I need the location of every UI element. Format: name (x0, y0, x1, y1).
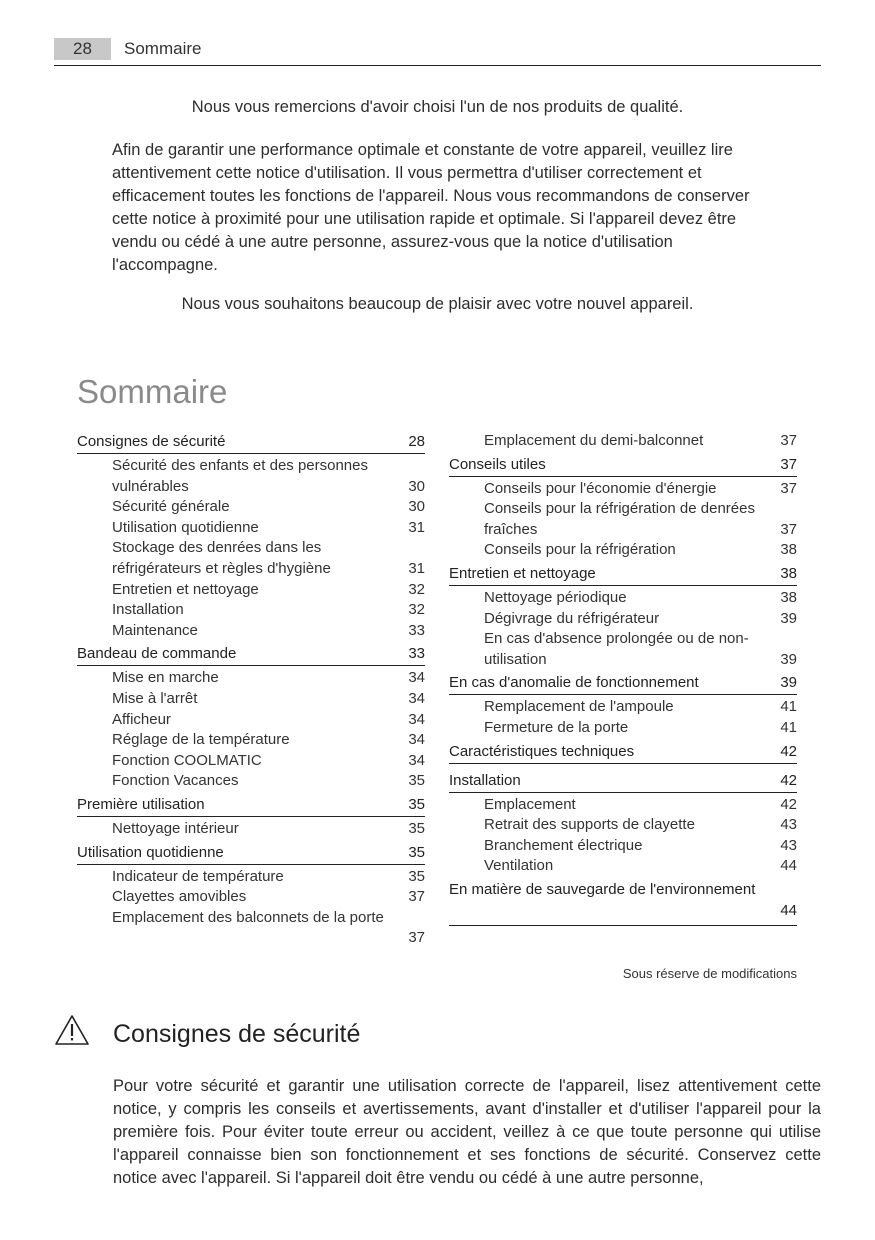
toc-section-page: 35 (408, 795, 425, 813)
toc-right-column (449, 431, 797, 926)
toc-subentry (77, 887, 425, 908)
toc-subentry (77, 710, 425, 731)
toc-subentry (449, 856, 797, 877)
toc-carry-block (449, 431, 797, 454)
toc-section-page: 28 (408, 433, 425, 450)
toc-subentry-page: 32 (408, 580, 425, 598)
toc-subentry-title: Fonction Vacances (112, 772, 239, 790)
toc-section-page: 39 (780, 674, 797, 692)
toc-subentry-title: Mise à l'arrêt (112, 689, 198, 707)
toc-subentry-page: 37 (408, 888, 425, 906)
toc-section-title: Entretien et nettoyage (449, 564, 596, 582)
toc-heading: Sommaire (77, 373, 228, 410)
toc-subentry (77, 908, 425, 949)
toc-subentry-page: 34 (408, 689, 425, 707)
toc-subentry (77, 538, 425, 579)
toc-subentry-title: Réglage de la température (112, 731, 290, 749)
toc-section (77, 431, 425, 454)
toc-subentry-page: 38 (780, 588, 797, 606)
toc-subentry-page: 35 (408, 819, 425, 837)
toc-subentry-page: 31 (408, 559, 425, 577)
toc-subentry-page: 35 (408, 772, 425, 790)
toc-section (449, 563, 797, 586)
page-number-badge: 28 (54, 38, 111, 60)
toc-section (77, 794, 425, 817)
toc-subentry-page: 42 (780, 795, 797, 813)
toc-subentry-title: Retrait des supports de clayette (484, 816, 695, 834)
toc-subentry-title: Conseils pour la réfrigération de denrées fraîches (484, 500, 755, 538)
toc-subentry (77, 689, 425, 710)
toc-section-page: 33 (408, 645, 425, 663)
toc-subentry (77, 518, 425, 539)
toc-subentry (449, 540, 797, 561)
toc-subentry (449, 697, 797, 718)
toc-subentry-title: Emplacement des balconnets de la porte (112, 908, 384, 926)
toc-subentries (77, 454, 425, 643)
toc-subentry (449, 815, 797, 836)
toc-subentries (449, 793, 797, 879)
toc-subentry-page: 41 (780, 698, 797, 716)
toc-subentries (449, 477, 797, 563)
toc-subentry-title: Nettoyage périodique (484, 588, 627, 606)
toc-section-page: 37 (780, 455, 797, 473)
toc-subentry-title: Installation (112, 601, 184, 619)
toc-subentry-page: 37 (408, 929, 425, 947)
toc-section (77, 643, 425, 666)
intro-thanks: Nous vous remercions d'avoir choisi l'un de nos produits de qualité. (191, 98, 684, 116)
toc-section-title: Caractéristiques techniques (449, 742, 635, 760)
toc-subentry (449, 499, 797, 540)
toc-subentry-title: Stockage des denrées dans les réfrigérateurs et règles d'hygiène (112, 539, 331, 577)
toc-section-title: Utilisation quotidienne (77, 843, 224, 861)
safety-body: Pour votre sécurité et garantir une utilisation correcte de l'appareil, lisez attentivement cette notice, y compris les conseils et avertissements, avant d'installer et d'utiliser l'appareil pour la première fois. Pour éviter toute erreur ou accident, veillez à ce que toute personne qui utilise l'appareil connaisse bien son fonctionnement et ses fonctions de sécurité. Conservez cette notice avec l'appareil. Si l'appareil doit être vendu ou cédé à une autre personne, (113, 1077, 821, 1187)
toc-subentry-title: Emplacement (484, 795, 576, 813)
toc-subentries (449, 586, 797, 672)
toc-subentry-title: Branchement électrique (484, 836, 643, 854)
toc-subentry-title: Maintenance (112, 621, 198, 639)
toc-subentry-page: 33 (408, 621, 425, 639)
toc-section-title: Conseils utiles (449, 455, 546, 473)
toc-section-page: 42 (780, 771, 797, 789)
toc-subentry-page: 35 (408, 867, 425, 885)
toc-subentry-title: Fermeture de la porte (484, 718, 629, 736)
toc-section-title: Installation (449, 771, 521, 789)
toc-section (449, 672, 797, 695)
toc-subentry-page: 39 (780, 650, 797, 668)
reserve-note: Sous réserve de modifications (622, 966, 797, 981)
toc-subentry (77, 621, 425, 642)
toc-subentry (77, 730, 425, 751)
intro-wish: Nous vous souhaitons beaucoup de plaisir avec votre nouvel appareil. (181, 295, 694, 313)
toc-subentry-title: Conseils pour l'économie d'énergie (484, 479, 717, 497)
warning-triangle-icon (54, 1013, 90, 1047)
toc-subentries (77, 666, 425, 794)
toc-section-title: Consignes de sécurité (77, 433, 226, 450)
toc-left-column (77, 431, 425, 951)
toc-section-page: 42 (780, 742, 797, 760)
toc-section-title: Bandeau de commande (77, 645, 237, 663)
toc-subentry (77, 600, 425, 621)
toc-subentries (77, 817, 425, 842)
toc-subentry-title: Conseils pour la réfrigération (484, 541, 676, 559)
toc-subentry-page: 34 (408, 731, 425, 749)
toc-subentry-page: 43 (780, 816, 797, 834)
toc-subentry-page: 39 (780, 609, 797, 627)
toc-section (449, 879, 797, 926)
toc-subentry-page: 31 (408, 518, 425, 536)
toc-section-page: 35 (408, 843, 425, 861)
toc-subentry-page: 34 (408, 669, 425, 687)
toc-subentry-title: Sécurité des enfants et des personnes vulnérables (112, 457, 368, 495)
toc-subentries (449, 695, 797, 740)
toc-section (449, 454, 797, 477)
toc-subentry (77, 580, 425, 601)
toc-subentry-title: Sécurité générale (112, 498, 230, 516)
toc-subentry-page: 30 (408, 477, 425, 495)
toc-subentry-title: Dégivrage du réfrigérateur (484, 609, 660, 627)
toc-subentry-title: Ventilation (484, 857, 554, 875)
toc-subentry-title: Fonction COOLMATIC (112, 751, 262, 769)
toc-subentry (449, 609, 797, 630)
toc-subentry-page: 37 (780, 479, 797, 497)
toc-subentry-title: Entretien et nettoyage (112, 580, 259, 598)
toc-subentry-title: Utilisation quotidienne (112, 518, 259, 536)
toc-subentry-page: 34 (408, 710, 425, 728)
toc-subentry (77, 771, 425, 792)
toc-section-title: Première utilisation (77, 795, 205, 813)
toc-subentry (77, 497, 425, 518)
toc-subentry-page: 38 (780, 541, 797, 559)
toc-subentry (77, 819, 425, 840)
toc-subentry-title: Emplacement du demi-balconnet (484, 432, 704, 449)
toc-section-page: 44 (780, 901, 797, 919)
page-header (54, 38, 821, 66)
toc-subentry-page: 34 (408, 751, 425, 769)
toc-section-page: 38 (780, 564, 797, 582)
toc-subentry (449, 479, 797, 500)
toc-subentry-page: 44 (780, 857, 797, 875)
toc-subentry (77, 668, 425, 689)
toc-subentry-title: En cas d'absence prolongée ou de non-utilisation (484, 630, 749, 668)
toc-section-title: En matière de sauvegarde de l'environnement (449, 880, 756, 898)
toc-subentry-page: 43 (780, 836, 797, 854)
toc-subentry-title: Remplacement de l'ampoule (484, 698, 674, 716)
toc-subentry-title: Afficheur (112, 710, 171, 728)
toc-subentries (77, 865, 425, 951)
toc-subentry-page: 37 (780, 520, 797, 538)
toc-subentry (77, 456, 425, 497)
toc-subentry (449, 718, 797, 739)
toc-subentry (77, 867, 425, 888)
toc-subentry (449, 629, 797, 670)
toc-section (449, 741, 797, 764)
toc-subentry (449, 588, 797, 609)
toc-subentry-title: Mise en marche (112, 669, 219, 687)
toc-section (449, 770, 797, 793)
toc-subentry-page: 32 (408, 601, 425, 619)
header-title: Sommaire (124, 39, 202, 58)
toc-subentry (449, 836, 797, 857)
safety-title: Consignes de sécurité (113, 1020, 361, 1048)
toc-subentry-page: 41 (780, 718, 797, 736)
toc-subentry-title: Clayettes amovibles (112, 888, 247, 906)
toc-subentry-title: Indicateur de température (112, 867, 284, 885)
toc-subentry (449, 431, 797, 452)
intro-body: Afin de garantir une performance optimale et constante de votre appareil, veuillez lire attentivement cette notice d'utilisation. Il vous permettra d'utiliser correctement et efficacement toutes les fonctions de l'appareil. Nous vous recommandons de conserver cette notice à proximité pour une utilisation rapide et optimale. Si l'appareil devez être vendu ou cédé à une autre personne, assurez-vous que la notice d'utilisation l'accompagne. (112, 141, 750, 274)
toc-subentry-title: Nettoyage intérieur (112, 819, 239, 837)
toc-subentry (449, 795, 797, 816)
toc-section-title: En cas d'anomalie de fonctionnement (449, 674, 699, 692)
toc-subentry (77, 751, 425, 772)
toc-subentry-page: 30 (408, 498, 425, 516)
toc-subentry-page: 37 (780, 432, 797, 449)
toc-section (77, 842, 425, 865)
